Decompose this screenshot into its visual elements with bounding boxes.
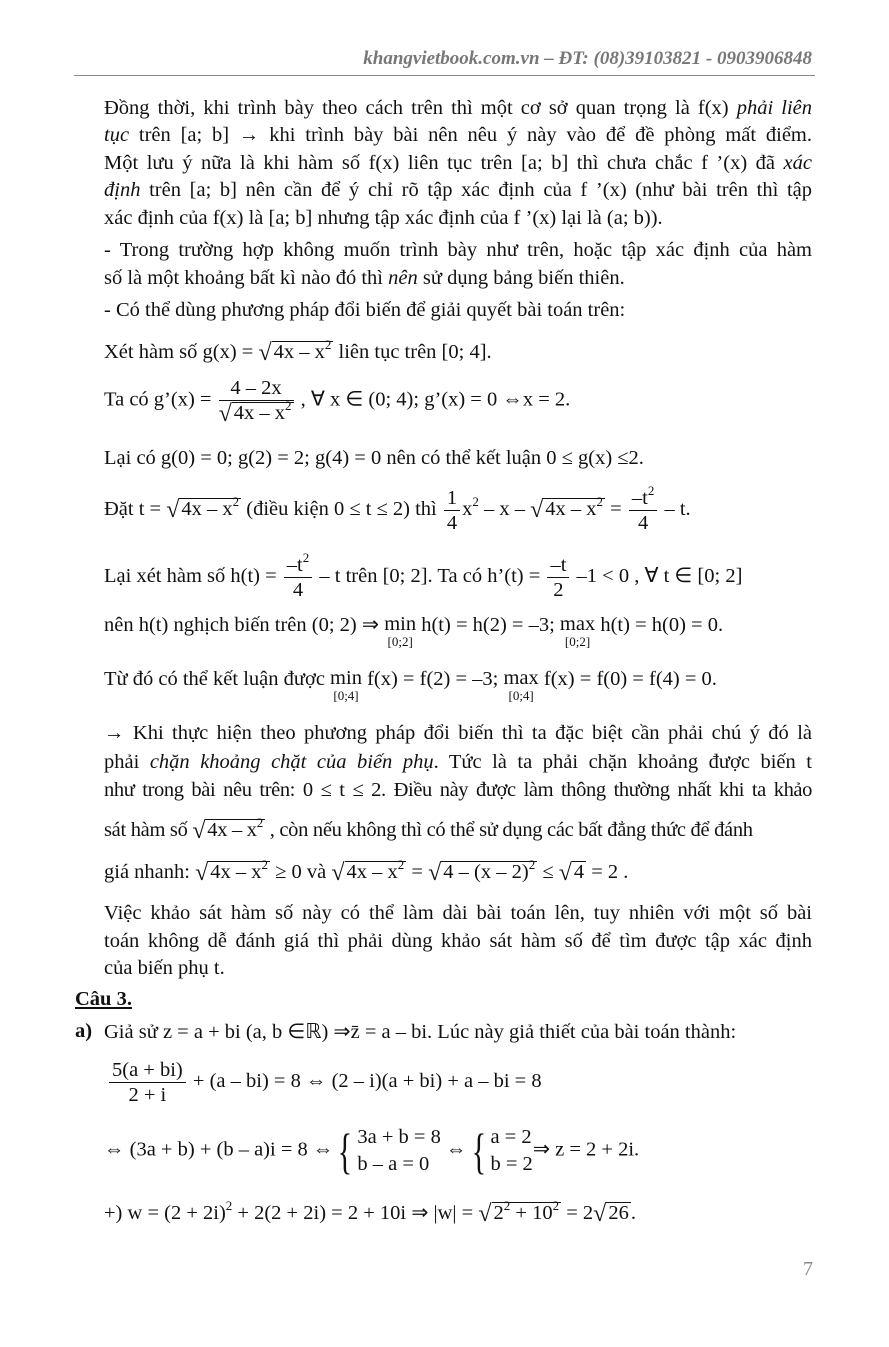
text: giá nhanh:	[104, 861, 196, 883]
text: Việc khảo sát hàm số này có thể làm dài bài toán lên, tuy nhiên với một số bài	[104, 902, 812, 924]
math-line	[104, 815, 812, 844]
min-operator	[330, 667, 362, 703]
text: – t trên [0; 2]. Ta có h’(t) =	[314, 565, 546, 588]
exponent: 2	[596, 494, 604, 510]
numerator: 4 – 2x	[219, 376, 294, 401]
fraction	[109, 1058, 186, 1107]
text: =	[605, 498, 627, 521]
text: ⇒ z = 2 + 2i.	[532, 1138, 640, 1161]
text-italic: tục	[104, 124, 130, 146]
equation-system	[333, 1124, 440, 1178]
text: phải	[104, 751, 150, 773]
text: –1 < 0 , ∀ t ∈ [0; 2]	[571, 565, 743, 588]
denominator	[218, 398, 294, 427]
max-operator	[560, 613, 595, 649]
sqrt-expression	[593, 1201, 631, 1226]
section-heading: Câu 3.	[75, 988, 132, 1010]
text: f(x) = f(0) = f(4) = 0.	[538, 668, 717, 690]
text: Đồng thời, khi trình bày theo cách trên thì một cơ sở quan trọng là f(x)	[104, 97, 737, 119]
exponent: 2	[503, 1198, 511, 1213]
sqrt-expression	[166, 494, 241, 524]
radical-sign: √	[530, 497, 544, 524]
exponent: 2	[256, 815, 263, 830]
paragraph-line	[104, 266, 812, 290]
text: sử dụng bảng biến thiên.	[417, 267, 625, 289]
text: = 2	[561, 1202, 594, 1224]
text: f(x) = f(2) = –3;	[361, 668, 504, 690]
paragraph-line	[104, 778, 812, 802]
math-line	[104, 483, 812, 535]
equation: 3a + b = 8	[357, 1126, 441, 1148]
text-italic: định	[104, 179, 141, 201]
exponent: 2	[528, 857, 536, 872]
numerator: 5(a + bi)	[109, 1058, 186, 1083]
equation: b – a = 0	[357, 1153, 430, 1175]
math-line	[104, 1198, 812, 1227]
radical-sign: √	[331, 860, 345, 886]
text: toán không dễ đánh giá thì phải dùng khảo sát hàm số để tìm được tập xác định	[104, 930, 812, 952]
radical-sign: √	[218, 401, 232, 427]
text: Xét hàm số g(x) =	[104, 341, 259, 363]
text: h(t) = h(0) = 0.	[595, 614, 724, 636]
text: =	[406, 861, 429, 883]
text: ≤	[537, 861, 559, 883]
math-line	[104, 550, 812, 602]
paragraph-line: xác định của f(x) là [a; b] nhưng tập xác định của f ’(x) lại là (a; b)).	[104, 207, 663, 229]
numerator: –t	[547, 553, 569, 578]
exponent: 2	[225, 1198, 233, 1213]
text: (điều kiện 0 ≤ t ≤ 2) thì	[241, 498, 442, 521]
numerator: 1	[444, 486, 460, 511]
radical-sign: √	[258, 340, 272, 366]
paragraph-line	[104, 721, 812, 745]
text: min	[330, 667, 362, 689]
text: Từ đó có thể kết luận được	[104, 668, 331, 690]
text: 2	[493, 1202, 504, 1224]
math-line	[107, 1058, 815, 1107]
exponent: 2	[324, 337, 332, 352]
text: 4x – x	[210, 861, 262, 883]
text: . Tức là ta phải chặn khoảng được biến t	[433, 751, 812, 773]
text: 4x – x	[545, 498, 597, 521]
fraction	[219, 376, 294, 426]
fraction	[284, 550, 312, 602]
math-line	[104, 1124, 812, 1178]
exponent: 2	[647, 483, 655, 498]
sqrt-expression	[195, 857, 270, 886]
radical-sign: √	[558, 860, 572, 886]
text: 4x – x	[233, 402, 286, 424]
paragraph-line	[104, 901, 812, 925]
text: - Trong trường hợp không muốn trình bày như trên, hoặc tập xác định của hàm	[104, 239, 812, 261]
exponent: 2	[472, 494, 479, 510]
numerator	[629, 483, 657, 511]
subscript: [0;4]	[333, 688, 359, 703]
radical-sign: √	[428, 860, 442, 886]
denominator: 2 + i	[128, 1084, 167, 1106]
text: → Khi thực hiện theo phương pháp đổi biến thì ta đặc biệt cần phải chú ý đó là	[104, 722, 812, 744]
text: + (a – bi) = 8 ⇔ (2 – i)(a + bi) + a – bi = 8	[187, 1070, 542, 1093]
min-operator	[384, 613, 416, 649]
denominator: 2	[553, 579, 564, 601]
fraction	[444, 486, 460, 535]
math-line	[104, 667, 812, 703]
paragraph-line	[104, 96, 812, 120]
page-header: khangvietbook.com.vn – ĐT: (08)39103821 - 0903906848	[363, 48, 812, 69]
sqrt-expression	[559, 860, 586, 885]
text: 4	[573, 861, 585, 883]
text-italic: phải liên	[736, 97, 812, 119]
equation: b = 2	[490, 1153, 533, 1175]
text: –t	[631, 487, 648, 509]
exponent: 2	[552, 1198, 560, 1213]
equation: a = 2	[490, 1126, 532, 1148]
text: Một lưu ý nữa là khi hàm số f(x) liên tục trên [a; b] thì chưa chắc f ’(x) đã	[104, 152, 784, 174]
math-line: Giả sử z = a + bi (a, b ∈ℝ) ⇒z̄ = a – bi. Lúc này giả thiết của bài toán thành:	[104, 1021, 737, 1043]
paragraph-line	[104, 929, 812, 953]
math-line: Lại có g(0) = 0; g(2) = 2; g(4) = 0 nên có thể kết luận 0 ≤ g(x) ≤2.	[104, 447, 644, 469]
text: trên [a; b] → khi trình bày bài nên nêu ý này vào để đề phòng mất điểm.	[129, 124, 812, 146]
paragraph-line	[104, 151, 812, 175]
text: 26	[608, 1202, 629, 1224]
brace-icon: {	[471, 1123, 486, 1179]
part-label: a)	[75, 1020, 93, 1042]
text: min	[384, 613, 417, 635]
text: + 2(2 + 2i) = 2 + 10i ⇒ |w| =	[232, 1202, 479, 1224]
text: Lại xét hàm số h(t) =	[104, 565, 282, 588]
fraction	[629, 483, 657, 535]
text: 4x – x	[346, 861, 398, 883]
text: 4x – x	[181, 498, 233, 521]
text-italic: xác	[783, 152, 812, 174]
exponent: 2	[232, 494, 240, 510]
paragraph-line: của biến phụ t.	[104, 957, 225, 979]
math-line	[104, 857, 812, 886]
paragraph-line	[104, 750, 812, 774]
text: 4x – x	[207, 819, 257, 841]
radical-sign: √	[478, 1201, 492, 1227]
text: sát hàm số	[104, 819, 193, 841]
numerator	[284, 550, 312, 578]
sqrt-expression	[258, 337, 333, 366]
text: Đặt t =	[104, 498, 167, 521]
text: ≥ 0 và	[270, 861, 332, 883]
math-line	[104, 613, 812, 649]
paragraph-line: - Có thể dùng phương pháp đổi biến để giải quyết bài toán trên:	[104, 299, 626, 321]
text: – x –	[478, 498, 531, 521]
text: + 10	[510, 1202, 553, 1224]
text-italic: chặn khoảng chặt của biến phụ	[149, 751, 434, 773]
page-number: 7	[803, 1258, 813, 1280]
text: nên h(t) nghịch biến trên (0; 2) ⇒	[104, 614, 385, 636]
text: .	[630, 1202, 636, 1224]
text: trên [a; b] nên cần để ý chỉ rõ tập xác định của f ’(x) (như bài trên thì tập	[140, 179, 812, 201]
denominator: 4	[446, 512, 458, 534]
text-italic: nên	[388, 267, 418, 289]
text: liên tục trên [0; 4].	[333, 341, 492, 363]
equation-system	[467, 1124, 533, 1178]
header-rule	[74, 75, 815, 76]
text: h(t) = h(2) = –3;	[416, 614, 560, 636]
text: x	[462, 498, 473, 521]
text: ⇔	[440, 1138, 467, 1161]
paragraph-line	[104, 123, 812, 147]
sqrt-expression	[530, 494, 605, 524]
subscript: [0;4]	[508, 688, 534, 703]
text: Ta có g’(x) =	[104, 388, 217, 411]
sqrt-expression	[428, 857, 537, 886]
fraction	[547, 553, 569, 602]
text: như trong bài nêu trên: 0 ≤ t ≤ 2. Điều này được làm thông thường nhất khi ta khảo	[104, 779, 812, 801]
text: – t.	[659, 498, 691, 521]
max-operator	[503, 667, 538, 703]
math-line	[104, 376, 812, 426]
text: , ∀ x ∈ (0; 4); g’(x) = 0 ⇔x = 2.	[295, 388, 571, 411]
paragraph-line	[104, 238, 812, 262]
text: –t	[286, 554, 303, 576]
subscript: [0;2]	[387, 634, 413, 649]
subscript: [0;2]	[564, 634, 591, 649]
denominator: 4	[292, 579, 304, 601]
text: = 2 .	[586, 861, 629, 883]
denominator: 4	[637, 512, 649, 534]
text: 4 – (x – 2)	[443, 861, 529, 883]
math-line	[104, 337, 812, 366]
exponent: 2	[261, 857, 269, 872]
sqrt-expression	[192, 815, 265, 844]
text: +) w = (2 + 2i)	[104, 1202, 226, 1224]
text: 4x – x	[273, 341, 325, 363]
paragraph-line	[104, 178, 812, 202]
radical-sign: √	[593, 1201, 607, 1227]
sqrt-expression	[331, 857, 406, 886]
exponent: 2	[285, 398, 292, 413]
text: max	[559, 613, 596, 635]
radical-sign: √	[195, 860, 209, 886]
text: max	[503, 667, 539, 689]
sqrt-expression	[478, 1198, 561, 1227]
exponent: 2	[302, 550, 310, 565]
radical-sign: √	[166, 497, 180, 524]
text: ⇔ (3a + b) + (b – a)i = 8 ⇔	[104, 1138, 334, 1161]
radical-sign: √	[192, 818, 206, 844]
exponent: 2	[397, 857, 405, 872]
text: số là một khoảng bất kì nào đó thì	[104, 267, 389, 289]
brace-icon: {	[338, 1123, 353, 1179]
text: , còn nếu không thì có thể sử dụng các bất đẳng thức để đánh	[264, 819, 753, 841]
